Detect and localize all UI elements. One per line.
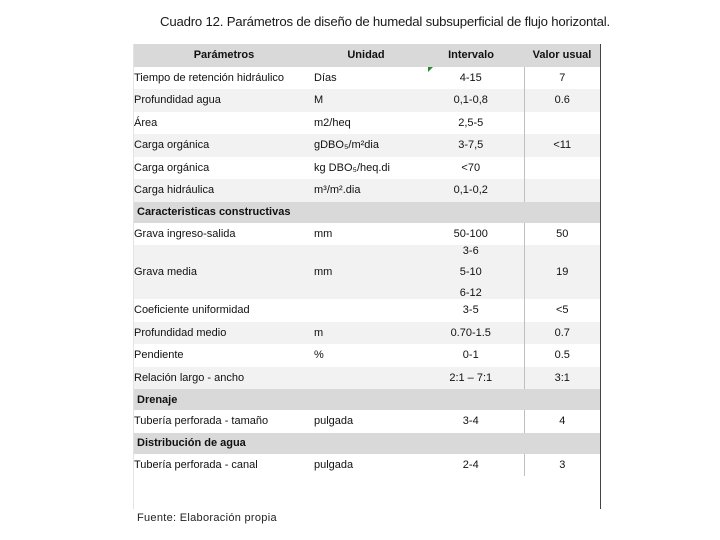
cell-unit — [314, 367, 418, 390]
cell-usual: 50 — [524, 223, 600, 246]
cell-unit: pulgada — [314, 458, 354, 471]
cell-parameter: Grava ingreso-salida — [134, 227, 236, 240]
cell-parameter: Carga orgánica — [134, 134, 314, 157]
cell-parameter: Profundidad medio — [134, 322, 314, 345]
cell-unit: mm — [314, 227, 333, 240]
cell-unit: M — [314, 89, 418, 112]
cell-usual: 3:1 — [524, 367, 600, 390]
cell-unit: mm — [314, 245, 418, 299]
cell-parameter: Carga hidráulica — [134, 179, 314, 202]
cell-range: 50-100 — [453, 227, 488, 240]
table-row — [134, 322, 600, 345]
section-distribution: Distribución de agua — [134, 433, 600, 454]
cell-usual — [524, 157, 600, 180]
cell-usual: <11 — [524, 134, 600, 157]
cell-unit: Días — [314, 71, 337, 84]
table-row — [134, 179, 600, 202]
cell-parameter: Grava media — [134, 245, 314, 299]
table-row — [134, 454, 600, 477]
section-constructive: Caracteristicas constructivas — [134, 202, 600, 223]
header-parametros: Parámetros — [134, 44, 314, 67]
table-row — [134, 157, 600, 180]
cell-range: 2-4 — [462, 458, 479, 471]
cell-range: 4-15 — [459, 71, 482, 84]
cell-unit: m2/heq — [314, 116, 351, 129]
cell-usual: 0.7 — [524, 322, 600, 345]
table-row — [134, 67, 600, 90]
cell-range: 3-5 — [462, 304, 479, 317]
table-row — [134, 112, 600, 135]
header-unidad: Unidad — [314, 44, 418, 67]
cell-range: 0-1 — [462, 349, 479, 362]
cell-range: 2,5-5 — [458, 116, 484, 129]
cell-range: 2:1 – 7:1 — [418, 367, 524, 390]
cell-parameter: Relación largo - ancho — [134, 367, 314, 390]
cell-range-list — [418, 245, 524, 299]
cell-range: 0,1-0,8 — [418, 89, 524, 112]
table-row — [134, 344, 600, 367]
cell-usual — [524, 179, 600, 202]
table-row — [134, 367, 600, 390]
section-header-row — [134, 389, 600, 410]
table-row — [134, 410, 600, 433]
cell-parameter: Tubería perforada - canal — [134, 458, 258, 471]
cell-usual — [524, 112, 600, 135]
range-value: 5-10 — [459, 266, 482, 278]
cell-usual: 0.5 — [524, 344, 600, 367]
table-right-edge — [600, 44, 601, 509]
cell-range: 3-7,5 — [418, 134, 524, 157]
section-header-row — [134, 202, 600, 223]
section-header-row — [134, 433, 600, 454]
cell-unit: m — [314, 322, 418, 345]
cell-usual: 0.6 — [524, 89, 600, 112]
header-row — [134, 44, 600, 67]
cell-parameter: Profundidad agua — [134, 89, 314, 112]
cell-parameter: Tiempo de retención hidráulico — [134, 71, 285, 84]
parameters-table — [134, 44, 600, 476]
cell-range: 0,1-0,2 — [418, 179, 524, 202]
table-row — [134, 299, 600, 322]
header-valor-usual: Valor usual — [524, 44, 600, 67]
cell-unit: m³/m².dia — [314, 179, 418, 202]
cell-parameter: Tubería perforada - tamaño — [134, 415, 269, 428]
cell-parameter: Carga orgánica — [134, 161, 210, 174]
cell-parameter: Pendiente — [134, 349, 184, 362]
cell-usual: 19 — [524, 245, 600, 299]
cell-usual: <5 — [524, 299, 600, 322]
cell-usual: 7 — [524, 67, 600, 90]
cell-unit: % — [314, 349, 324, 362]
source-note: Fuente: Elaboración propia — [137, 512, 277, 524]
cell-range: 3-4 — [462, 415, 479, 428]
section-drainage: Drenaje — [134, 389, 600, 410]
range-value: 6-12 — [459, 287, 482, 299]
table-row — [134, 134, 600, 157]
cell-usual: 4 — [524, 410, 600, 433]
cell-usual: 3 — [524, 454, 600, 477]
cell-parameter: Coeficiente uniformidad — [134, 304, 250, 317]
cell-unit — [314, 299, 418, 322]
header-intervalo: Intervalo — [418, 44, 524, 67]
cell-range: 0.70-1.5 — [418, 322, 524, 345]
table-row — [134, 89, 600, 112]
cell-parameter: Área — [134, 116, 158, 129]
range-value: 3-6 — [462, 245, 479, 257]
cell-range: <70 — [461, 161, 481, 174]
cell-unit: pulgada — [314, 415, 354, 428]
cell-unit: kg DBO₅/heq.di — [314, 161, 390, 174]
cell-unit: gDBO₅/m²dia — [314, 134, 418, 157]
table-row — [134, 245, 600, 299]
table-row — [134, 223, 600, 246]
table-caption: Cuadro 12. Parámetros de diseño de humedal subsuperficial de flujo horizontal. — [160, 14, 610, 29]
